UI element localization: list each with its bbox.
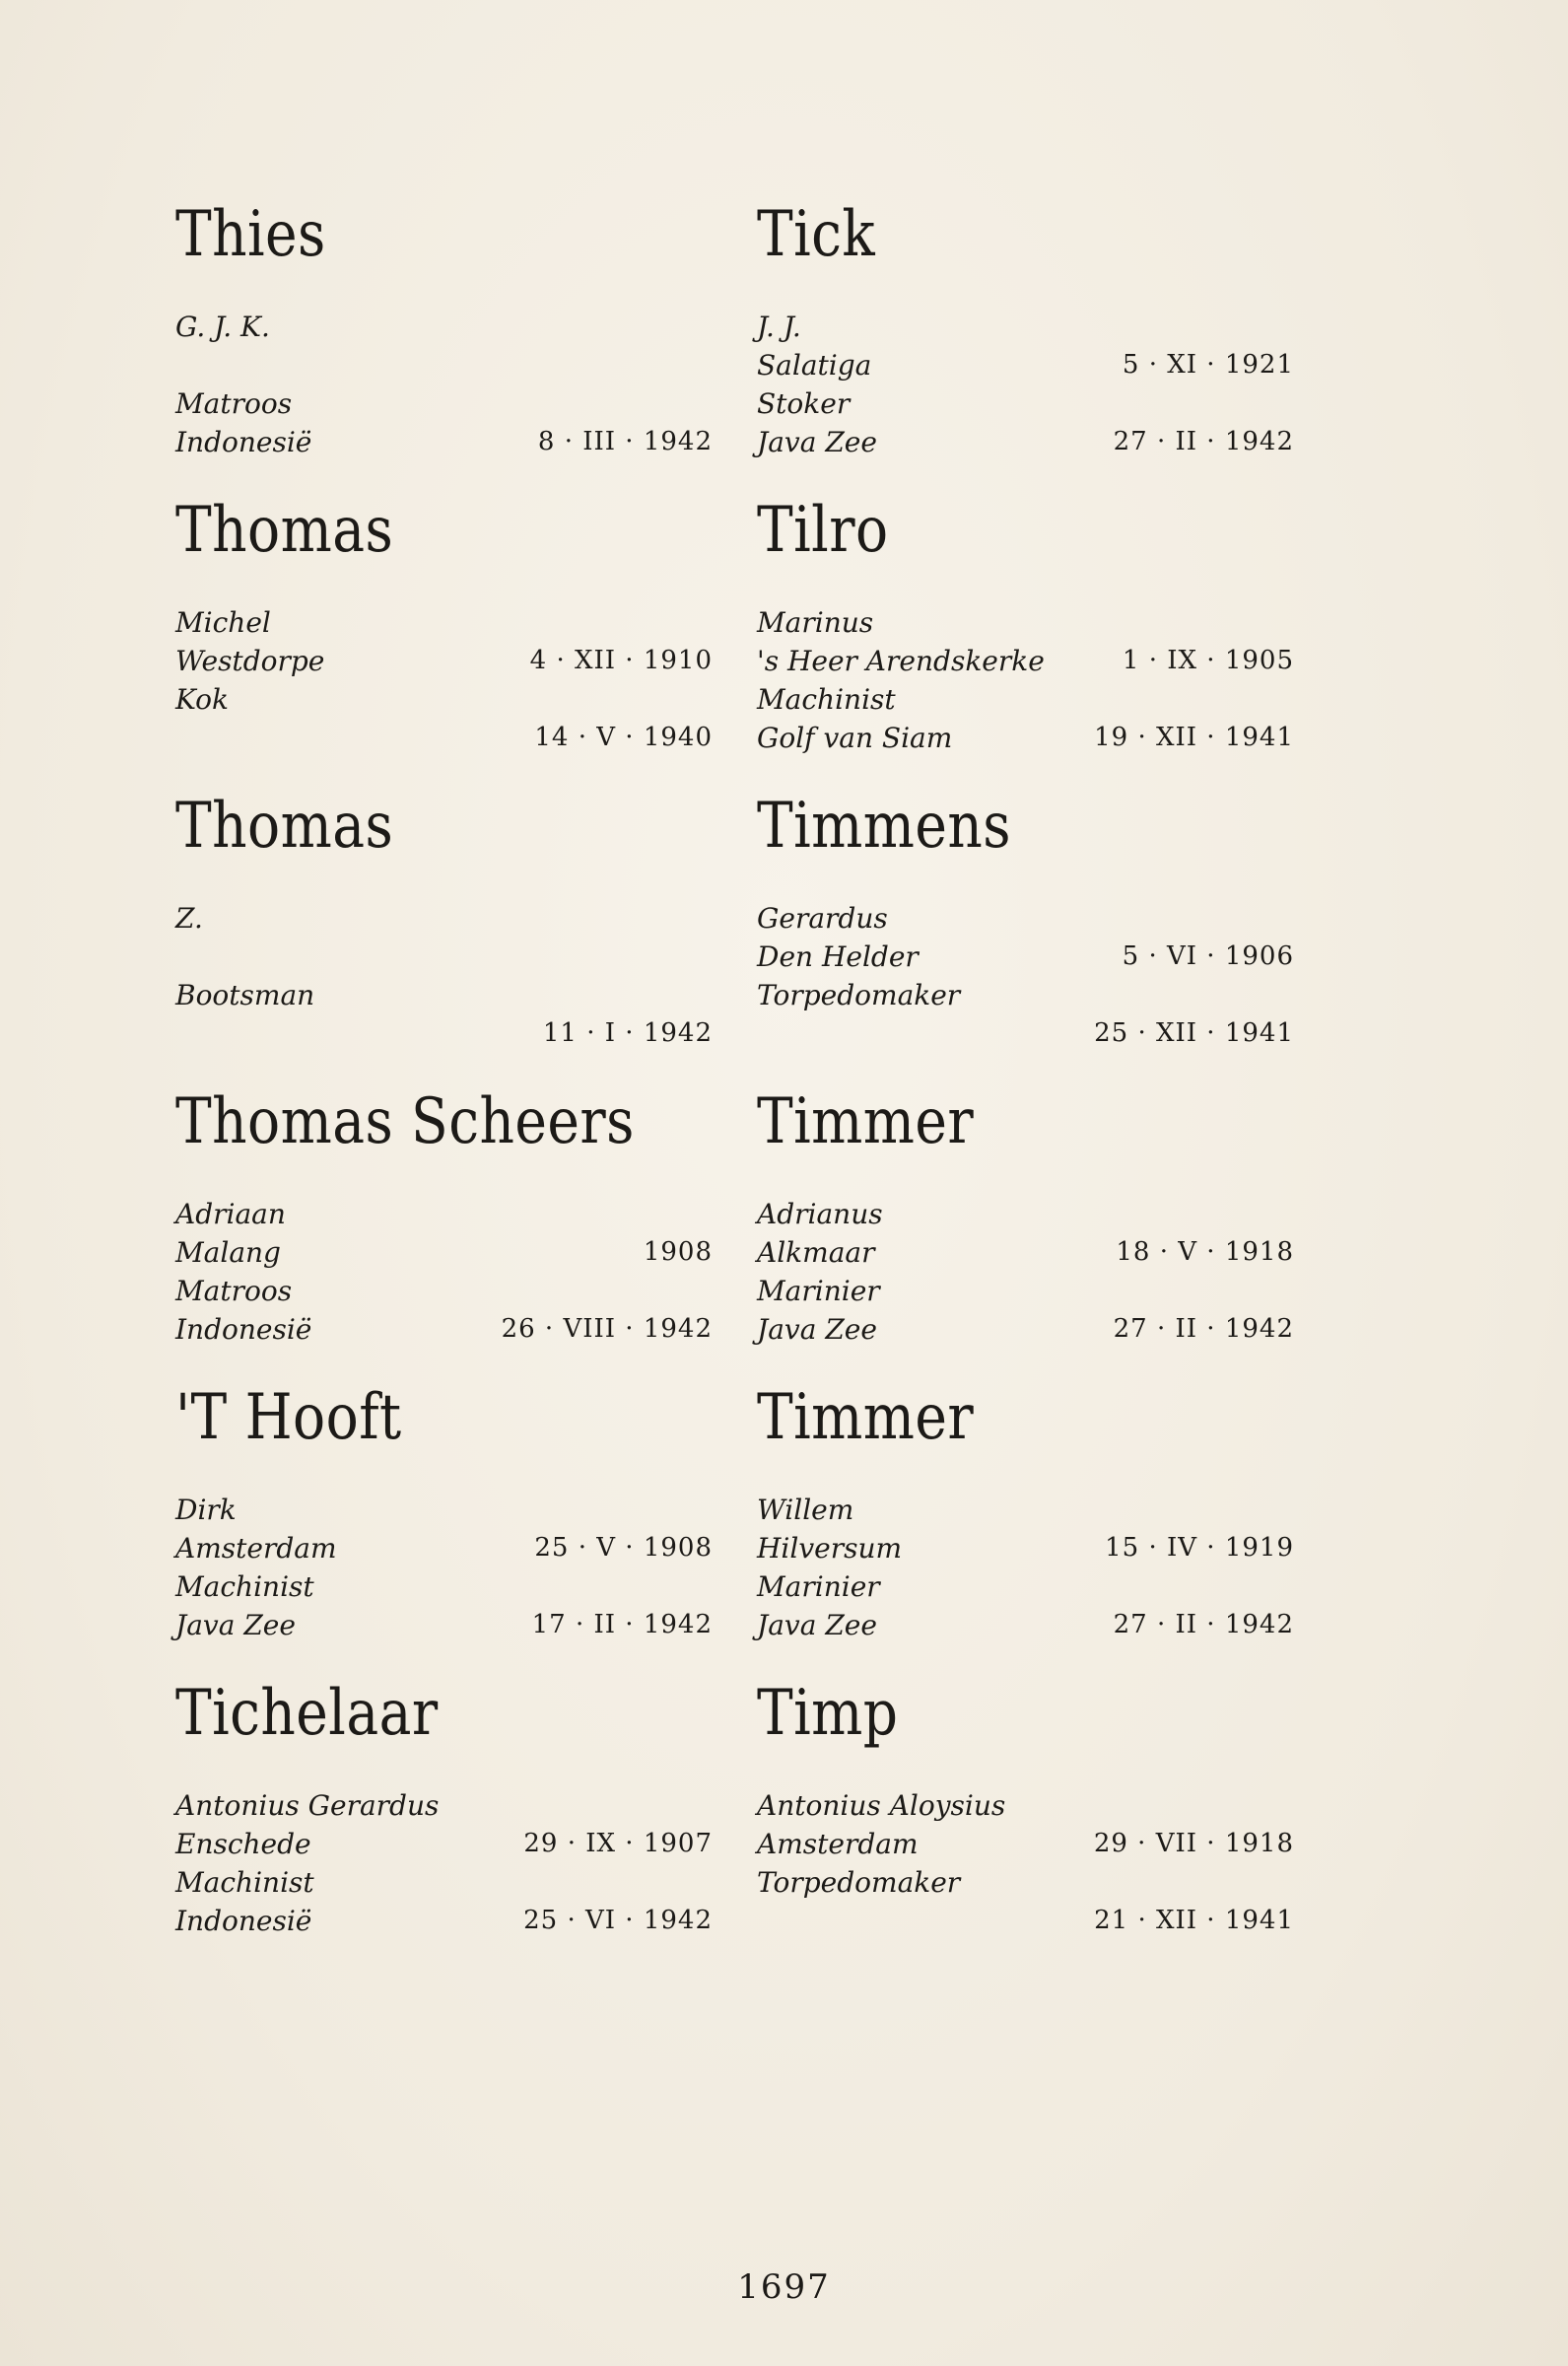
entry xyxy=(175,1666,713,1962)
detail-line xyxy=(175,603,713,642)
detail-text: Bootsman xyxy=(175,979,315,1011)
detail-line xyxy=(175,1233,713,1272)
detail-text: Antonius Aloysius xyxy=(757,1789,1006,1822)
surname: Timmer xyxy=(757,1085,975,1158)
detail-text: Hilversum xyxy=(757,1532,903,1565)
detail-line xyxy=(175,346,713,384)
detail-line xyxy=(175,423,713,461)
surname: Tichelaar xyxy=(175,1677,439,1750)
detail-date: 5 · VI · 1906 xyxy=(1122,941,1294,971)
surname: Thies xyxy=(175,198,326,271)
detail-text: Torpedomaker xyxy=(757,1866,961,1899)
detail-line xyxy=(175,1902,713,1940)
detail-text: Den Helder xyxy=(757,940,919,973)
detail-line xyxy=(757,384,1294,423)
detail-text: Salatiga xyxy=(757,349,872,382)
detail-line xyxy=(757,603,1294,642)
detail-text: Java Zee xyxy=(757,1313,877,1346)
detail-line xyxy=(175,1825,713,1863)
detail-line xyxy=(175,1272,713,1310)
entry-details xyxy=(757,308,1294,461)
detail-line xyxy=(757,1529,1294,1567)
surname: Tilro xyxy=(757,494,889,567)
detail-line xyxy=(175,680,713,719)
detail-line xyxy=(175,308,713,346)
detail-line xyxy=(757,642,1294,680)
entry-details xyxy=(757,1491,1294,1644)
detail-line xyxy=(757,1195,1294,1233)
detail-line xyxy=(757,423,1294,461)
detail-text: Machinist xyxy=(757,683,896,716)
detail-line xyxy=(175,1567,713,1606)
detail-line xyxy=(175,1014,713,1053)
detail-text: Java Zee xyxy=(175,1609,296,1641)
detail-text: Java Zee xyxy=(757,426,877,458)
detail-line xyxy=(175,899,713,938)
detail-date: 5 · XI · 1921 xyxy=(1122,350,1294,380)
detail-text: J. J. xyxy=(757,311,801,343)
detail-date: 27 · II · 1942 xyxy=(1113,1610,1294,1639)
detail-line xyxy=(175,938,713,976)
detail-date: 14 · V · 1940 xyxy=(534,723,713,752)
entry-details xyxy=(757,1786,1294,1940)
detail-text: Java Zee xyxy=(757,1609,877,1641)
detail-line xyxy=(757,1825,1294,1863)
detail-date: 29 · VII · 1918 xyxy=(1093,1829,1294,1858)
entry-details xyxy=(175,1491,713,1644)
detail-text: Enschede xyxy=(175,1828,311,1860)
detail-text: Golf van Siam xyxy=(757,722,953,754)
entry xyxy=(757,1075,1294,1370)
detail-date: 21 · XII · 1941 xyxy=(1094,1906,1294,1935)
detail-line xyxy=(757,1491,1294,1529)
right-column xyxy=(757,187,1294,1962)
entry xyxy=(757,483,1294,779)
detail-date: 19 · XII · 1941 xyxy=(1094,723,1294,752)
surname: Thomas xyxy=(175,790,394,863)
detail-date: 4 · XII · 1910 xyxy=(529,646,713,675)
surname: Timmer xyxy=(757,1381,975,1454)
detail-line xyxy=(757,976,1294,1014)
detail-line xyxy=(757,680,1294,719)
detail-text: Indonesië xyxy=(175,426,312,458)
detail-text: Torpedomaker xyxy=(757,979,961,1011)
entry-details xyxy=(757,899,1294,1053)
detail-line xyxy=(175,976,713,1014)
detail-line xyxy=(175,719,713,757)
detail-date: 17 · II · 1942 xyxy=(531,1610,713,1639)
detail-text: Dirk xyxy=(175,1494,237,1526)
detail-date: 1 · IX · 1905 xyxy=(1122,646,1294,675)
detail-line xyxy=(175,1195,713,1233)
detail-line xyxy=(757,346,1294,384)
entry xyxy=(757,1666,1294,1962)
detail-date: 25 · XII · 1941 xyxy=(1094,1018,1294,1048)
detail-text: Malang xyxy=(175,1236,281,1269)
entry xyxy=(757,187,1294,483)
entry xyxy=(175,483,713,779)
detail-line xyxy=(757,1786,1294,1825)
detail-text: Adriaan xyxy=(175,1198,286,1230)
detail-text: Stoker xyxy=(757,387,851,420)
detail-date: 25 · V · 1908 xyxy=(534,1533,713,1563)
detail-date: 25 · VI · 1942 xyxy=(523,1906,713,1935)
detail-line xyxy=(175,1786,713,1825)
detail-text: Amsterdam xyxy=(757,1828,919,1860)
detail-text: Matroos xyxy=(175,1275,293,1307)
detail-text: Z. xyxy=(175,902,203,935)
surname: 'T Hooft xyxy=(175,1381,402,1454)
entry xyxy=(757,779,1294,1075)
detail-line xyxy=(175,1863,713,1902)
entry xyxy=(175,1075,713,1370)
entry-details xyxy=(175,1195,713,1349)
detail-text: 's Heer Arendskerke xyxy=(757,645,1045,677)
detail-text: Antonius Gerardus xyxy=(175,1789,440,1822)
detail-date: 15 · IV · 1919 xyxy=(1105,1533,1294,1563)
detail-line xyxy=(175,384,713,423)
detail-text: Amsterdam xyxy=(175,1532,337,1565)
entry-details xyxy=(175,603,713,757)
detail-line xyxy=(175,1529,713,1567)
surname: Timmens xyxy=(757,790,1011,863)
detail-line xyxy=(757,1902,1294,1940)
detail-date: 27 · II · 1942 xyxy=(1113,427,1294,456)
detail-text: Willem xyxy=(757,1494,854,1526)
detail-text: Gerardus xyxy=(757,902,888,935)
detail-text: Marinier xyxy=(757,1570,880,1603)
surname: Thomas xyxy=(175,494,394,567)
entry xyxy=(175,1370,713,1666)
detail-line xyxy=(757,1567,1294,1606)
detail-text: G. J. K. xyxy=(175,311,270,343)
detail-line xyxy=(757,719,1294,757)
page-number: 1697 xyxy=(737,2267,831,2307)
detail-line xyxy=(757,899,1294,938)
detail-line xyxy=(757,1014,1294,1053)
left-column xyxy=(175,187,713,1962)
detail-text: Matroos xyxy=(175,387,293,420)
detail-text: Machinist xyxy=(175,1570,314,1603)
detail-text: Michel xyxy=(175,606,271,639)
entry-details xyxy=(175,899,713,1053)
detail-text: Adrianus xyxy=(757,1198,883,1230)
detail-date: 8 · III · 1942 xyxy=(537,427,713,456)
detail-line xyxy=(757,308,1294,346)
detail-text: Kok xyxy=(175,683,229,716)
detail-line xyxy=(175,1491,713,1529)
detail-line xyxy=(757,1310,1294,1349)
detail-text: Westdorpe xyxy=(175,645,325,677)
detail-text: Indonesië xyxy=(175,1313,312,1346)
entry-details xyxy=(757,1195,1294,1349)
detail-line xyxy=(757,1272,1294,1310)
surname: Tick xyxy=(757,198,876,271)
detail-text: Marinier xyxy=(757,1275,880,1307)
detail-date: 26 · VIII · 1942 xyxy=(501,1314,713,1344)
entry xyxy=(757,1370,1294,1666)
entry-details xyxy=(757,603,1294,757)
detail-date: 18 · V · 1918 xyxy=(1116,1237,1294,1267)
detail-text: Indonesië xyxy=(175,1905,312,1937)
detail-date: 29 · IX · 1907 xyxy=(523,1829,713,1858)
detail-text: Marinus xyxy=(757,606,874,639)
detail-line xyxy=(757,1863,1294,1902)
detail-line xyxy=(175,1310,713,1349)
detail-line xyxy=(757,1233,1294,1272)
surname: Timp xyxy=(757,1677,899,1750)
entry-details xyxy=(175,308,713,461)
entry xyxy=(175,187,713,483)
detail-line xyxy=(757,938,1294,976)
detail-date: 27 · II · 1942 xyxy=(1113,1314,1294,1344)
detail-text: Alkmaar xyxy=(757,1236,875,1269)
detail-date: 1908 xyxy=(643,1237,713,1267)
detail-date: 11 · I · 1942 xyxy=(542,1018,713,1048)
detail-line xyxy=(757,1606,1294,1644)
entry xyxy=(175,779,713,1075)
entry-details xyxy=(175,1786,713,1940)
detail-line xyxy=(175,1606,713,1644)
detail-text: Machinist xyxy=(175,1866,314,1899)
surname: Thomas Scheers xyxy=(175,1085,635,1158)
detail-line xyxy=(175,642,713,680)
